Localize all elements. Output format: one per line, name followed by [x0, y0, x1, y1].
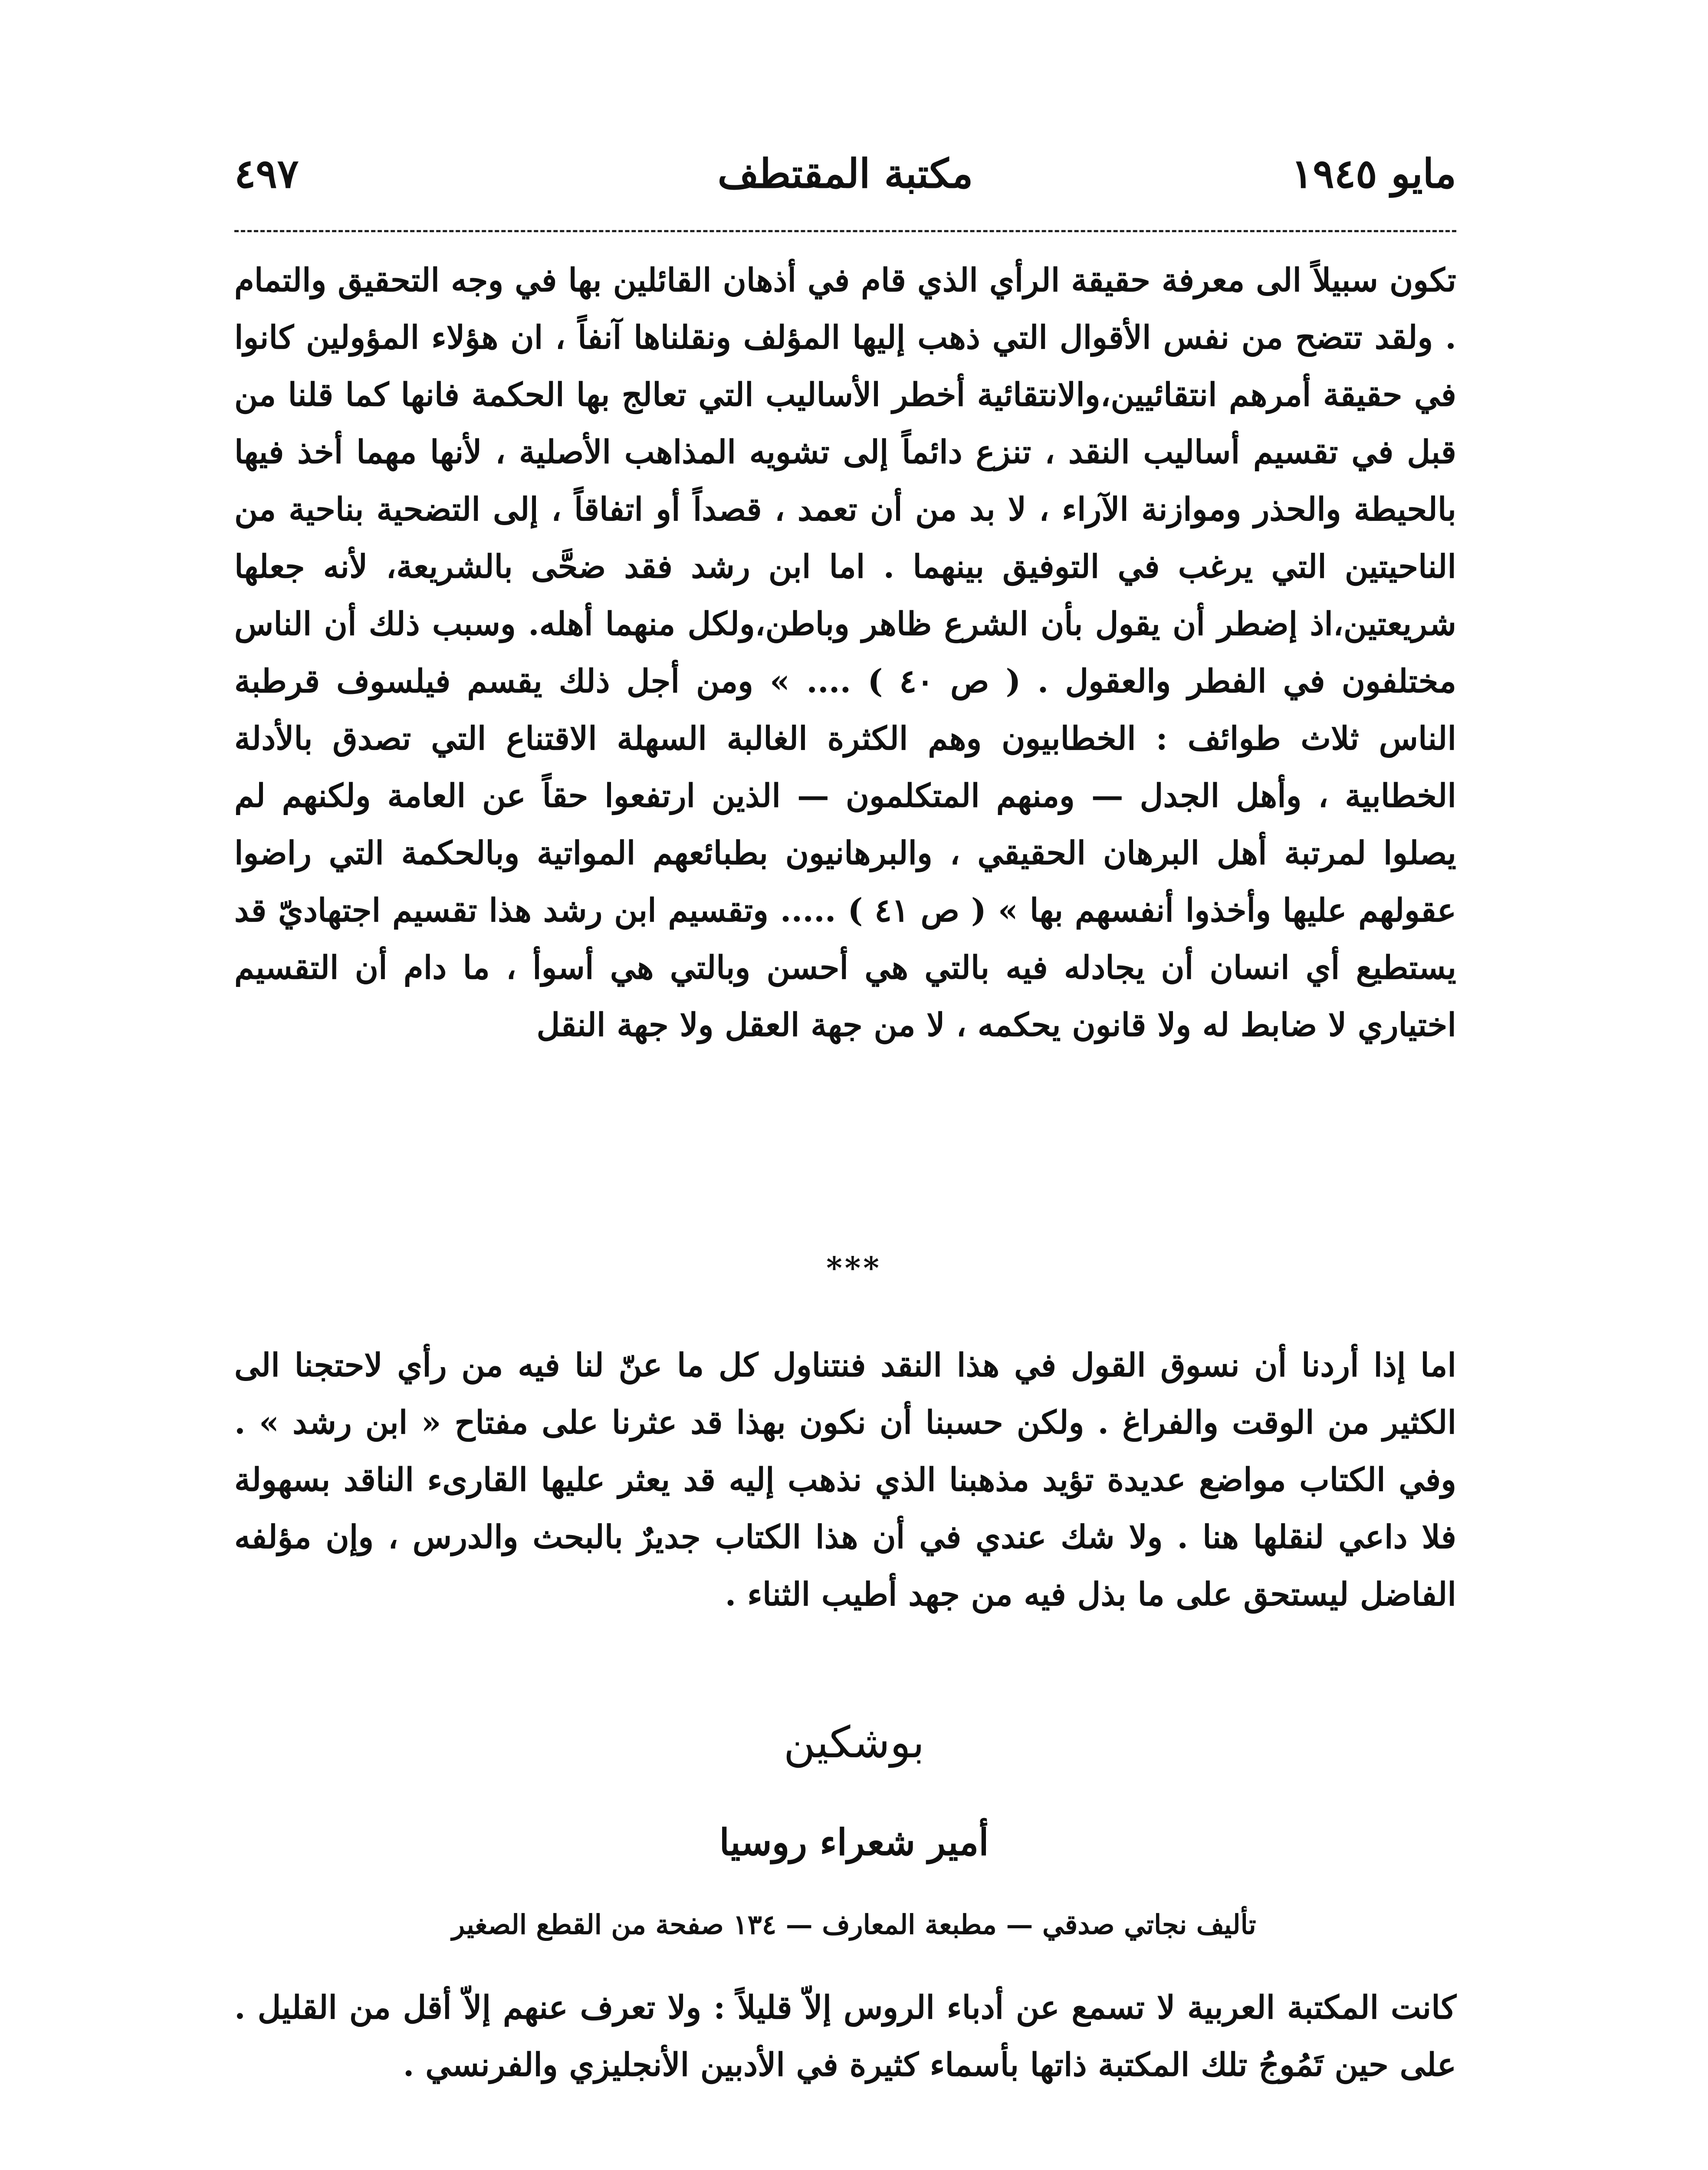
review-opening [234, 1979, 1456, 2094]
page-number: ٤٩٧ [234, 150, 299, 197]
section-separator: *** [826, 1250, 882, 1286]
review-conclusion [234, 1337, 1456, 1623]
paragraph: تكون سبيلاً الى معرفة حقيقة الرأي الذي قام في أذهان القائلين بها في وجه التحقيق والتمام . ولقد تتضح من نفس الأقوال التي ذهب إليها المؤلف ونقلناها آنفاً ، ان هؤلاء المؤولين كانوا في حقيقة أمرهم انتقائيين،والانتقائية أخطر الأساليب التي تعالج بها الحكمة فانها كما قلنا من قبل في تقسيم أساليب النقد ، تنزع دائماً إلى تشويه المذاهب الأصلية ، لأنها مهما أخذ فيها بالحيطة والحذر وموازنة الآراء ، لا بد من أن تعمد ، قصداً أو اتفاقاً ، إلى التضحية بناحية من الناحيتين التي يرغب في التوفيق بينهما . اما ابن رشد فقد ضحَّى بالشريعة، لأنه جعلها شريعتين،اذ إضطر أن يقول بأن الشرع ظاهر وباطن،ولكل منهما أهله. وسبب ذلك أن الناس مختلفون في الفطر والعقول . ( ص ٤٠ ) .... » ومن أجل ذلك يقسم فيلسوف قرطبة الناس ثلاث طوائف : الخطابيون وهم الكثرة الغالبة السهلة الاقتناع التي تصدق بالأدلة الخطابية ، وأهل الجدل — ومنهم المتكلمون — الذين ارتفعوا حقاً عن العامة ولكنهم لم يصلوا لمرتبة أهل البرهان الحقيقي ، والبرهانيون بطبائعهم المواتية وبالحكمة التي راضوا عقولهم عليها وأخذوا أنفسهم بها » ( ص ٤١ ) ..... وتقسيم ابن رشد هذا تقسيم اجتهاديّ قد يستطيع أي انسان أن يجادله فيه بالتي هي أحسن وبالتي هي أسوأ ، ما دام أن التقسيم اختياري لا ضابط له ولا قانون يحكمه ، لا من جهة العقل ولا جهة النقل [234, 262, 1457, 1044]
book-title: بوشكين [783, 1717, 925, 1768]
header-divider [234, 230, 1456, 232]
review-continuation [234, 252, 1456, 1054]
paragraph: اما إذا أردنا أن نسوق القول في هذا النقد فنتناول كل ما عنّ لنا فيه من رأي لاحتجنا الى الكثير من الوقت والفراغ . ولكن حسبنا أن نكون بهذا قد عثرنا على مفتاح « ابن رشد » . وفي الكتاب مواضع عديدة تؤيد مذهبنا الذي نذهب إليه قد يعثر عليها القارىء الناقد بسهولة فلا داعي لنقلها هنا . ولا شك عندي في أن هذا الكتاب جديرٌ بالبحث والدرس ، وإن مؤلفه الفاضل ليستحق على ما بذل فيه من جهد أطيب الثناء . [234, 1347, 1456, 1613]
section-header-title: مكتبة المقتطف [717, 150, 973, 197]
paragraph: كانت المكتبة العربية لا تسمع عن أدباء الروس إلاّ قليلاً : ولا تعرف عنهم إلاّ أقل من القليل . على حين تَمُوجُ تلك المكتبة ذاتها بأسماء كثيرة في الأدبين الأنجليزي والفرنسي . [234, 1989, 1456, 2084]
issue-date: مايو ١٩٤٥ [1291, 150, 1456, 197]
book-subtitle: أمير شعراء روسيا [719, 1821, 989, 1864]
book-publication-info: تأليف نجاتي صدقي — مطبعة المعارف — ١٣٤ صفحة من القطع الصغير [452, 1909, 1256, 1940]
page-header [234, 143, 1456, 208]
